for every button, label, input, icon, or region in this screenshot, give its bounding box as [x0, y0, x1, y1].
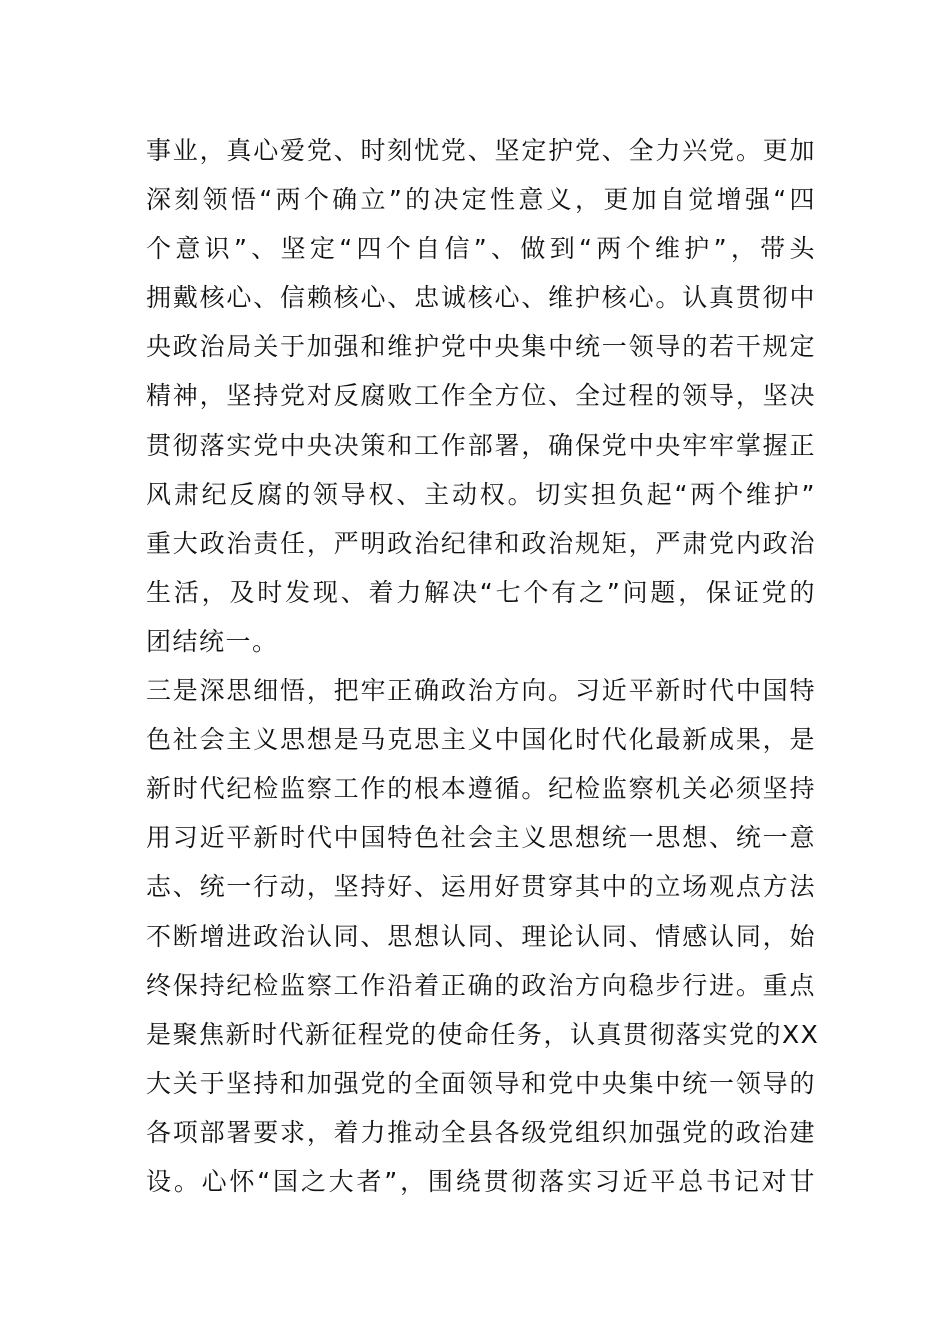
- text-line: 新时代纪检监察工作的根本遵循。纪检监察机关必须坚持: [146, 774, 816, 804]
- text-line: 色社会主义思想是马克思主义中国化时代化最新成果，是: [146, 725, 816, 755]
- paragraph-end-line: 团结统一。: [146, 626, 279, 656]
- text-line: 风肃纪反腐的领导权、主动权。切实担负起“两个维护”: [146, 479, 816, 509]
- text-line: 精神，坚持党对反腐败工作全方位、全过程的领导，坚决: [146, 381, 816, 411]
- section-heading-line: 三是深思细悟，把牢正确政治方向。习近平新时代中国特: [146, 676, 816, 706]
- text-line: 重大政治责任，严明政治纪律和政治规矩，严肃党内政治: [146, 528, 816, 558]
- text-line: 深刻领悟“两个确立”的决定性意义，更加自觉增强“四: [146, 185, 816, 215]
- text-line: 不断增进政治认同、思想认同、理论认同、情感认同，始: [146, 921, 816, 951]
- text-line: 生活，及时发现、着力解决“七个有之”问题，保证党的: [146, 577, 816, 607]
- text-line: 拥戴核心、信赖核心、忠诚核心、维护核心。认真贯彻中: [146, 283, 816, 313]
- text-line: 个意识”、坚定“四个自信”、做到“两个维护”，带头: [146, 234, 816, 264]
- text-line: 贯彻落实党中央决策和工作部署，确保党中央牢牢掌握正: [146, 430, 816, 460]
- text-line: 事业，真心爱党、时刻忧党、坚定护党、全力兴党。更加: [146, 136, 816, 165]
- body-text: [146, 126, 820, 1206]
- text-line: 设。心怀“国之大者”，围绕贯彻落实习近平总书记对甘: [146, 1166, 816, 1196]
- text-line: 大关于坚持和加强党的全面领导和党中央集中统一领导的: [146, 1068, 816, 1098]
- text-line: 终保持纪检监察工作沿着正确的政治方向稳步行进。重点: [146, 970, 816, 1000]
- text-line: 志、统一行动，坚持好、运用好贯穿其中的立场观点方法: [146, 872, 816, 902]
- text-line: 央政治局关于加强和维护党中央集中统一领导的若干规定: [146, 332, 816, 362]
- text-line: 用习近平新时代中国特色社会主义思想统一思想、统一意: [146, 823, 816, 853]
- text-line: 是聚焦新时代新征程党的使命任务，认真贯彻落实党的XX: [146, 1019, 820, 1049]
- text-line: 各项部署要求，着力推动全县各级党组织加强党的政治建: [146, 1117, 816, 1147]
